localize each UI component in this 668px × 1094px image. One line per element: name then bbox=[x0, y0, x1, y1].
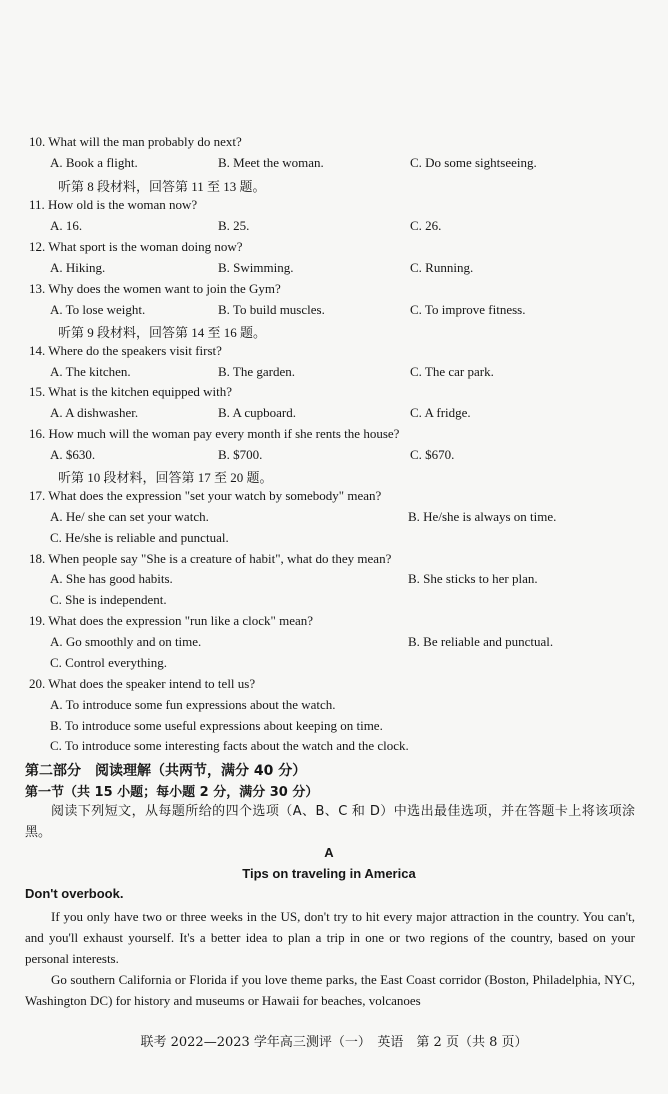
question-stem: 20. What does the speaker intend to tell us? bbox=[29, 676, 256, 691]
option-a: A. Hiking. bbox=[50, 260, 106, 275]
passage-title: Tips on traveling in America bbox=[242, 866, 416, 881]
question-12-options bbox=[0, 260, 668, 280]
question-14 bbox=[0, 343, 668, 363]
question-stem: 12. What sport is the woman doing now? bbox=[29, 239, 243, 254]
option-c: C. He/she is reliable and punctual. bbox=[50, 530, 229, 545]
question-stem: 15. What is the kitchen equipped with? bbox=[29, 384, 233, 399]
option-a: A. Book a flight. bbox=[50, 155, 138, 170]
hint-text: 听第 8 段材料，回答第 11 至 13 题。 bbox=[58, 179, 266, 194]
question-11 bbox=[0, 197, 668, 217]
option-c: C. She is independent. bbox=[50, 592, 167, 607]
question-19-options-ab bbox=[0, 634, 668, 654]
question-17-options-c bbox=[0, 530, 668, 550]
option-c: C. Do some sightseeing. bbox=[410, 155, 537, 170]
part-title: 第二部分 阅读理解（共两节，满分 40 分） bbox=[25, 763, 307, 779]
question-19 bbox=[0, 613, 668, 633]
question-stem: 16. How much will the woman pay every month if she rents the house? bbox=[29, 426, 400, 441]
option-c: C. A fridge. bbox=[410, 405, 471, 420]
reading-instructions: 阅读下列短文，从每题所给的四个选项（A、B、C 和 D）中选出最佳选项，并在答题卡上将该项涂黑。 bbox=[25, 804, 635, 840]
question-stem: 18. When people say "She is a creature of habit", what do they mean? bbox=[29, 551, 392, 566]
option-b: B. She sticks to her plan. bbox=[408, 571, 538, 586]
option-c: C. 26. bbox=[410, 218, 442, 233]
passage-heading-1 bbox=[0, 886, 668, 906]
option-c: C. Control everything. bbox=[50, 655, 167, 670]
option-a: A. To introduce some fun expressions about the watch. bbox=[50, 697, 336, 712]
option-a: A. She has good habits. bbox=[50, 571, 173, 586]
option-b: B. A cupboard. bbox=[218, 405, 296, 420]
option-b: B. To introduce some useful expressions about keeping on time. bbox=[50, 718, 383, 733]
option-a: A. $630. bbox=[50, 447, 96, 462]
question-13-options bbox=[0, 302, 668, 322]
section-one-heading bbox=[0, 781, 668, 801]
option-b: B. Be reliable and punctual. bbox=[408, 634, 554, 649]
passage-paragraph-1: If you only have two or three weeks in the US, don't try to hit every major attraction in the country. You can't, and you'll exhaust yourself. It's a better idea to plan a trip in one or two regions of the country, based on your personal interests. bbox=[25, 909, 635, 966]
passage-paragraph-2: Go southern California or Florida if you love theme parks, the East Coast corridor (Boston, Philadelphia, NYC, Washington DC) for history and museums or Hawaii for beaches, volcanoes bbox=[25, 972, 635, 1008]
question-10 bbox=[0, 134, 668, 154]
option-a: A. 16. bbox=[50, 218, 83, 233]
part-two-heading bbox=[0, 760, 668, 780]
question-stem: 14. Where do the speakers visit first? bbox=[29, 343, 222, 358]
question-13 bbox=[0, 281, 668, 301]
question-19-options-c bbox=[0, 655, 668, 675]
question-15-options bbox=[0, 405, 668, 425]
passage-letter: A bbox=[324, 845, 334, 860]
question-12 bbox=[0, 239, 668, 259]
option-a: A. Go smoothly and on time. bbox=[50, 634, 202, 649]
question-16-options bbox=[0, 447, 668, 467]
question-20-option-b bbox=[0, 718, 668, 738]
question-stem: 19. What does the expression "run like a clock" mean? bbox=[29, 613, 314, 628]
question-11-options bbox=[0, 218, 668, 238]
option-c: C. To introduce some interesting facts about the watch and the clock. bbox=[50, 738, 409, 753]
question-20-option-a bbox=[0, 697, 668, 717]
listening-hint-9 bbox=[0, 322, 668, 342]
question-stem: 13. Why does the women want to join the Gym? bbox=[29, 281, 281, 296]
option-b: B. $700. bbox=[218, 447, 263, 462]
option-b: B. To build muscles. bbox=[218, 302, 325, 317]
option-c: C. Running. bbox=[410, 260, 474, 275]
question-20-option-c bbox=[0, 738, 668, 758]
option-b: B. Meet the woman. bbox=[218, 155, 324, 170]
option-a: A. A dishwasher. bbox=[50, 405, 139, 420]
option-a: A. To lose weight. bbox=[50, 302, 146, 317]
listening-hint-10 bbox=[0, 467, 668, 487]
question-stem: 11. How old is the woman now? bbox=[29, 197, 198, 212]
question-17 bbox=[0, 488, 668, 508]
option-b: B. Swimming. bbox=[218, 260, 294, 275]
option-c: C. The car park. bbox=[410, 364, 494, 379]
page-footer: 联考 2022—2023 学年高三测评（一） 英语 第 2 页（共 8 页） bbox=[140, 1035, 528, 1050]
option-c: C. To improve fitness. bbox=[410, 302, 526, 317]
heading-text: Don't overbook. bbox=[25, 886, 124, 901]
hint-text: 听第 10 段材料，回答第 17 至 20 题。 bbox=[58, 470, 273, 485]
question-stem: 10. What will the man probably do next? bbox=[29, 134, 242, 149]
option-c: C. $670. bbox=[410, 447, 455, 462]
question-10-options bbox=[0, 155, 668, 175]
option-b: B. The garden. bbox=[218, 364, 296, 379]
option-b: B. 25. bbox=[218, 218, 250, 233]
question-18-options-ab bbox=[0, 571, 668, 591]
question-18-options-c bbox=[0, 592, 668, 612]
listening-hint-8 bbox=[0, 176, 668, 196]
question-20 bbox=[0, 676, 668, 696]
question-15 bbox=[0, 384, 668, 404]
hint-text: 听第 9 段材料，回答第 14 至 16 题。 bbox=[58, 325, 267, 340]
question-16 bbox=[0, 426, 668, 446]
section-title: 第一节（共 15 小题；每小题 2 分，满分 30 分） bbox=[25, 785, 319, 800]
option-a: A. He/ she can set your watch. bbox=[50, 509, 209, 524]
question-17-options-ab bbox=[0, 509, 668, 529]
question-stem: 17. What does the expression "set your watch by somebody" mean? bbox=[29, 488, 382, 503]
question-18 bbox=[0, 551, 668, 571]
question-14-options bbox=[0, 364, 668, 384]
option-b: B. He/she is always on time. bbox=[408, 509, 557, 524]
option-a: A. The kitchen. bbox=[50, 364, 131, 379]
